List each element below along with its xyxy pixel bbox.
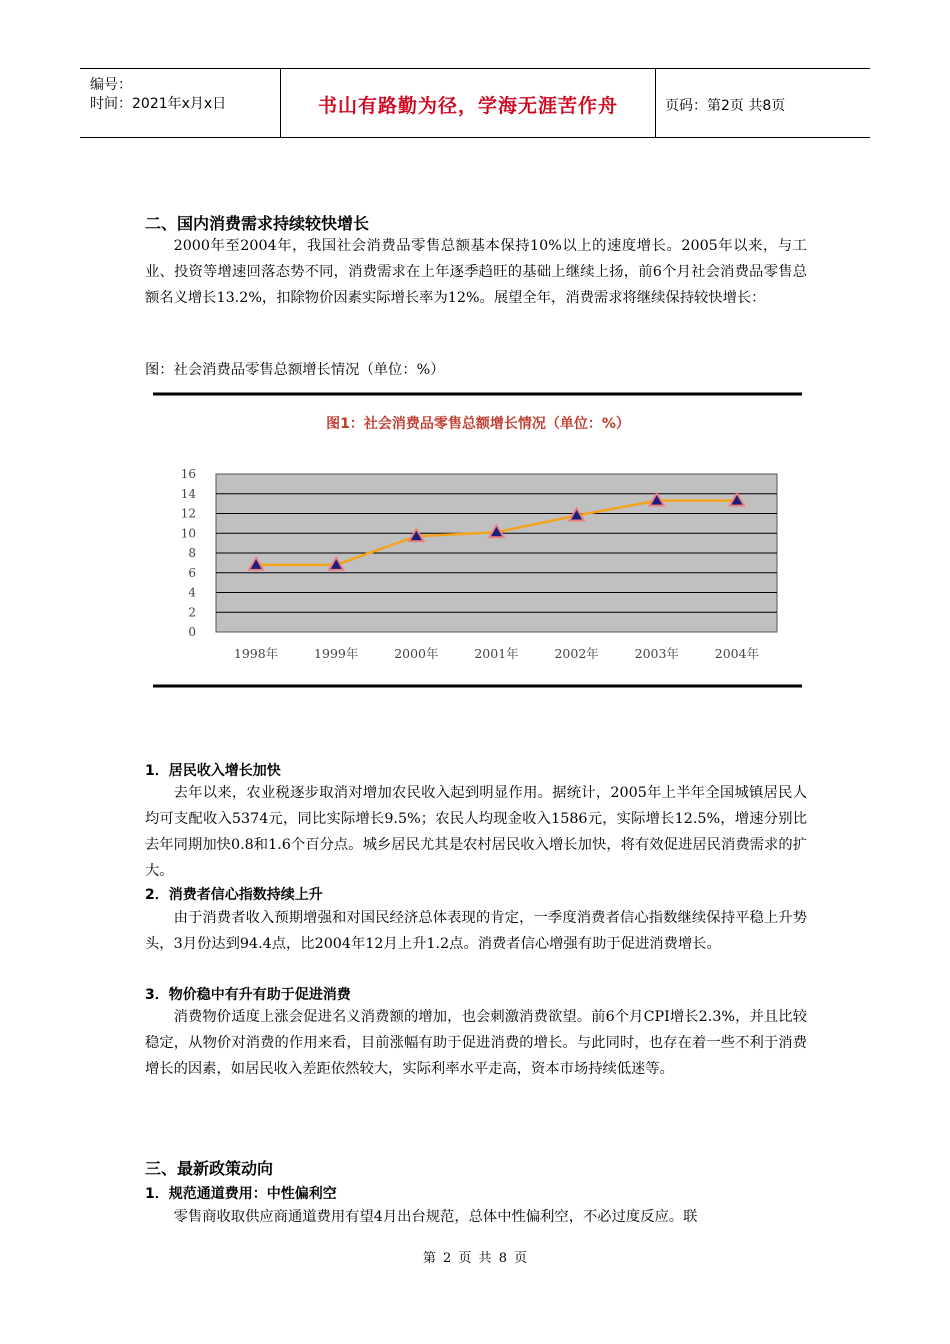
x-tick-label: 2001年: [474, 646, 519, 661]
x-tick-label: 1999年: [314, 646, 359, 661]
y-tick-label: 4: [188, 585, 196, 600]
y-axis-ticks: [181, 467, 197, 639]
x-tick-label: 2000年: [394, 646, 439, 661]
header-motto: 书山有路勤为径，学海无涯苦作舟: [317, 95, 618, 117]
y-tick-label: 12: [180, 506, 196, 521]
y-tick-label: 2: [188, 605, 196, 620]
figure-caption: 图：社会消费品零售总额增长情况（单位：%）: [145, 362, 445, 378]
header-page-cell: [655, 69, 870, 137]
x-tick-label: 2002年: [554, 646, 599, 661]
page-header: [80, 68, 870, 138]
x-axis-ticks: [234, 646, 759, 661]
header-page-info: 页码：第2页 共8页: [665, 98, 786, 114]
sub-2-text: 由于消费者收入预期增强和对国民经济总体表现的肯定，一季度消费者信心指数继续保持平稳上升势头，3月份达到94.4点，比2004年12月上升1.2点。消费者信心增强有助于促进消费增长。: [145, 910, 807, 952]
x-tick-label: 1998年: [233, 646, 279, 661]
growth-line-chart: [150, 390, 805, 692]
chart-title: 图1：社会消费品零售总额增长情况（单位：%）: [326, 416, 630, 432]
x-tick-label: 2003年: [634, 646, 679, 661]
header-motto-cell: [280, 69, 656, 137]
page-footer: 第 2 页 共 8 页: [422, 1251, 528, 1266]
y-tick-label: 8: [188, 546, 196, 560]
y-tick-label: 14: [180, 486, 196, 501]
doc-time: 时间：2021年x月x日: [90, 96, 227, 112]
sub-3-title: 3．物价稳中有升有助于促进消费: [145, 987, 351, 1003]
section-2-title: 二、国内消费需求持续较快增长: [145, 214, 370, 233]
y-tick-label: 6: [188, 565, 196, 580]
section-3-sub-1-title: 1．规范通道费用：中性偏利空: [145, 1186, 337, 1202]
doc-number-label: 编号：: [90, 77, 132, 93]
y-tick-label: 10: [180, 526, 196, 541]
y-tick-label: 0: [188, 625, 196, 639]
sub-1-title: 1．居民收入增长加快: [145, 763, 281, 779]
x-tick-label: 2004年: [714, 646, 760, 661]
y-tick-label: 16: [180, 467, 196, 481]
section-3-sub-1-text: 零售商收取供应商通道费用有望4月出台规范，总体中性偏利空，不必过度反应。联: [173, 1209, 698, 1225]
sub-2-title: 2．消费者信心指数持续上升: [145, 887, 323, 903]
section-2-intro: 2000年至2004年，我国社会消费品零售总额基本保持10%以上的速度增长。2005年以来，与工业、投资等增速回落态势不同，消费需求在上年逐季趋旺的基础上继续上扬，前6个月社会消费品零售总额名义增长13.2%，扣除物价因素实际增长率为12%。展望全年，消费需求将继续保持较快增长：: [145, 238, 807, 306]
header-meta-cell: [80, 69, 280, 137]
sub-3-text: 消费物价适度上涨会促进名义消费额的增加，也会刺激消费欲望。前6个月CPI增长2.3%，并且比较稳定，从物价对消费的作用来看，目前涨幅有助于促进消费的增长。与此同时，也存在着一些不利于消费增长的因素，如居民收入差距依然较大，实际利率水平走高，资本市场持续低迷等。: [145, 1009, 807, 1077]
section-3-title: 三、最新政策动向: [145, 1159, 274, 1178]
sub-1-text: 去年以来，农业税逐步取消对增加农民收入起到明显作用。据统计，2005年上半年全国城镇居民人均可支配收入5374元，同比实际增长9.5%；农民人均现金收入1586元，实际增长12.5%，增速分别比去年同期加快0.8和1.6个百分点。城乡居民尤其是农村居民收入增长加快，将有效促进居民消费需求的扩大。: [145, 785, 807, 879]
